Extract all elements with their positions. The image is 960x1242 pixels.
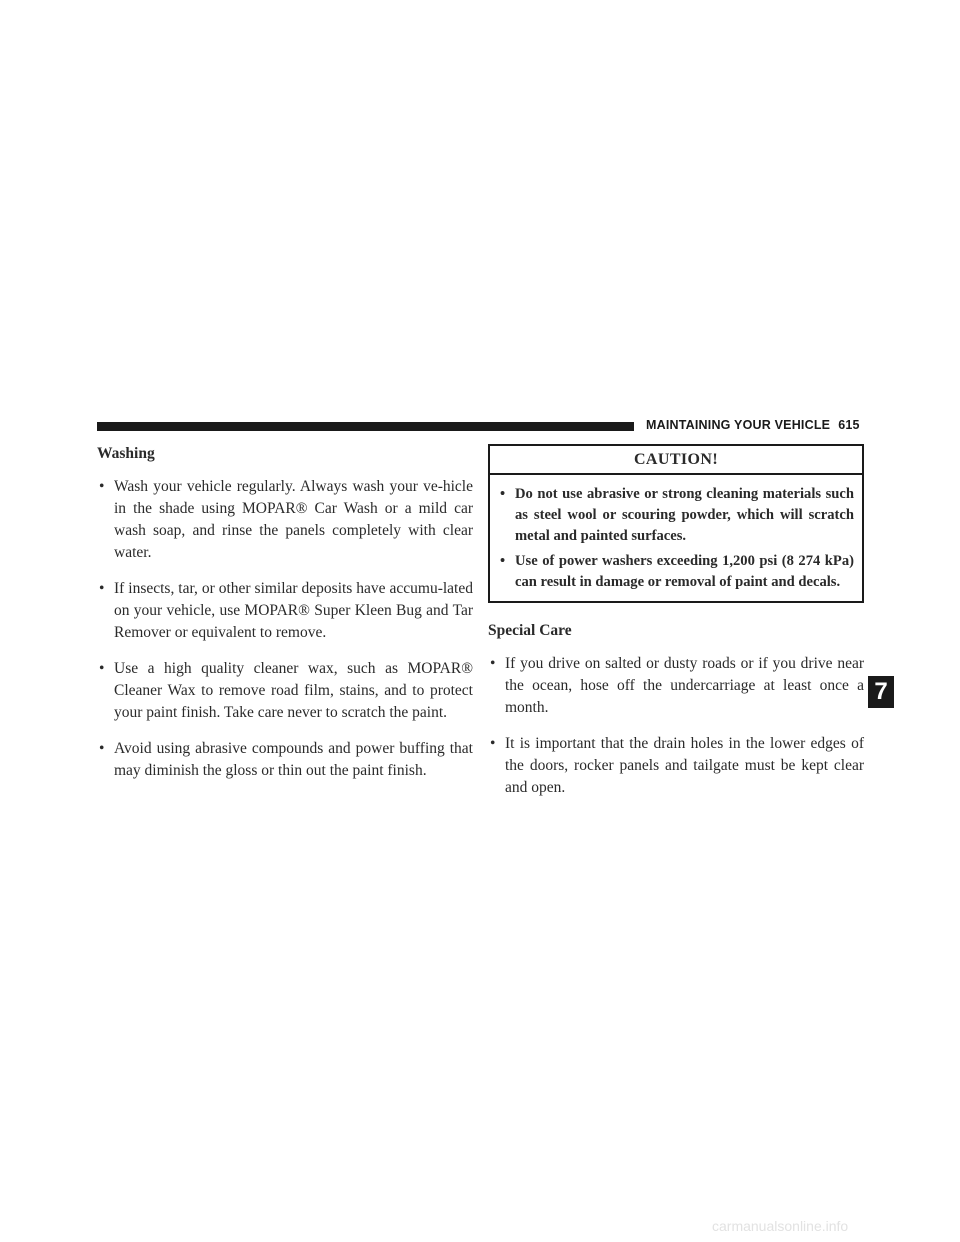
header-rule <box>97 422 634 431</box>
special-care-heading: Special Care <box>488 622 572 639</box>
list-item <box>498 551 854 593</box>
list-item <box>97 738 473 782</box>
chapter-tab: 7 <box>868 676 894 708</box>
list-item-text: It is important that the drain holes in the lower edges of the doors, rocker panels and tailgate must be kept clear and open. <box>505 735 864 796</box>
list-item-text: If insects, tar, or other similar deposits have accumu-lated on your vehicle, use MOPAR® Super Kleen Bug and Tar Remover or equivalent to remove. <box>114 580 473 641</box>
list-item <box>488 653 864 719</box>
special-care-list <box>488 653 864 799</box>
list-item <box>488 733 864 799</box>
caution-box <box>488 444 864 603</box>
bullet-icon: • <box>500 553 506 569</box>
list-item-text: Do not use abrasive or strong cleaning materials such as steel wool or scouring powder, which will scratch metal and painted surfaces. <box>515 486 854 544</box>
list-item <box>97 476 473 564</box>
list-item <box>97 578 473 644</box>
right-column <box>488 444 864 813</box>
bullet-icon: • <box>99 660 105 677</box>
bullet-icon: • <box>99 740 105 757</box>
watermark: carmanualsonline.info <box>712 1218 849 1234</box>
list-item-text: Use a high quality cleaner wax, such as MOPAR® Cleaner Wax to remove road film, stains, and to protect your paint finish. Take care never to scratch the paint. <box>114 660 473 721</box>
list-item-text: Wash your vehicle regularly. Always wash your ve-hicle in the shade using MOPAR® Car Wash or a mild car wash soap, and rinse the panels completely with clear water. <box>114 478 473 561</box>
bullet-icon: • <box>490 735 496 752</box>
list-item-text: Use of power washers exceeding 1,200 psi (8 274 kPa) can result in damage or removal of paint and decals. <box>515 553 854 590</box>
list-item-text: If you drive on salted or dusty roads or if you drive near the ocean, hose off the undercarriage at least once a month. <box>505 655 864 716</box>
caution-body <box>490 475 862 601</box>
left-column <box>97 444 473 796</box>
bullet-icon: • <box>490 655 496 672</box>
washing-heading: Washing <box>97 445 155 462</box>
header-title: MAINTAINING YOUR VEHICLE <box>646 418 831 432</box>
bullet-icon: • <box>99 478 105 495</box>
list-item-text: Avoid using abrasive compounds and power buffing that may diminish the gloss or thin out the paint finish. <box>114 740 473 779</box>
washing-list <box>97 476 473 782</box>
caution-list <box>498 484 854 593</box>
page-number: 615 <box>838 418 860 432</box>
bullet-icon: • <box>99 580 105 597</box>
list-item <box>97 658 473 724</box>
list-item <box>498 484 854 547</box>
bullet-icon: • <box>500 486 506 502</box>
running-header <box>646 418 860 432</box>
caution-title: CAUTION! <box>490 446 862 475</box>
